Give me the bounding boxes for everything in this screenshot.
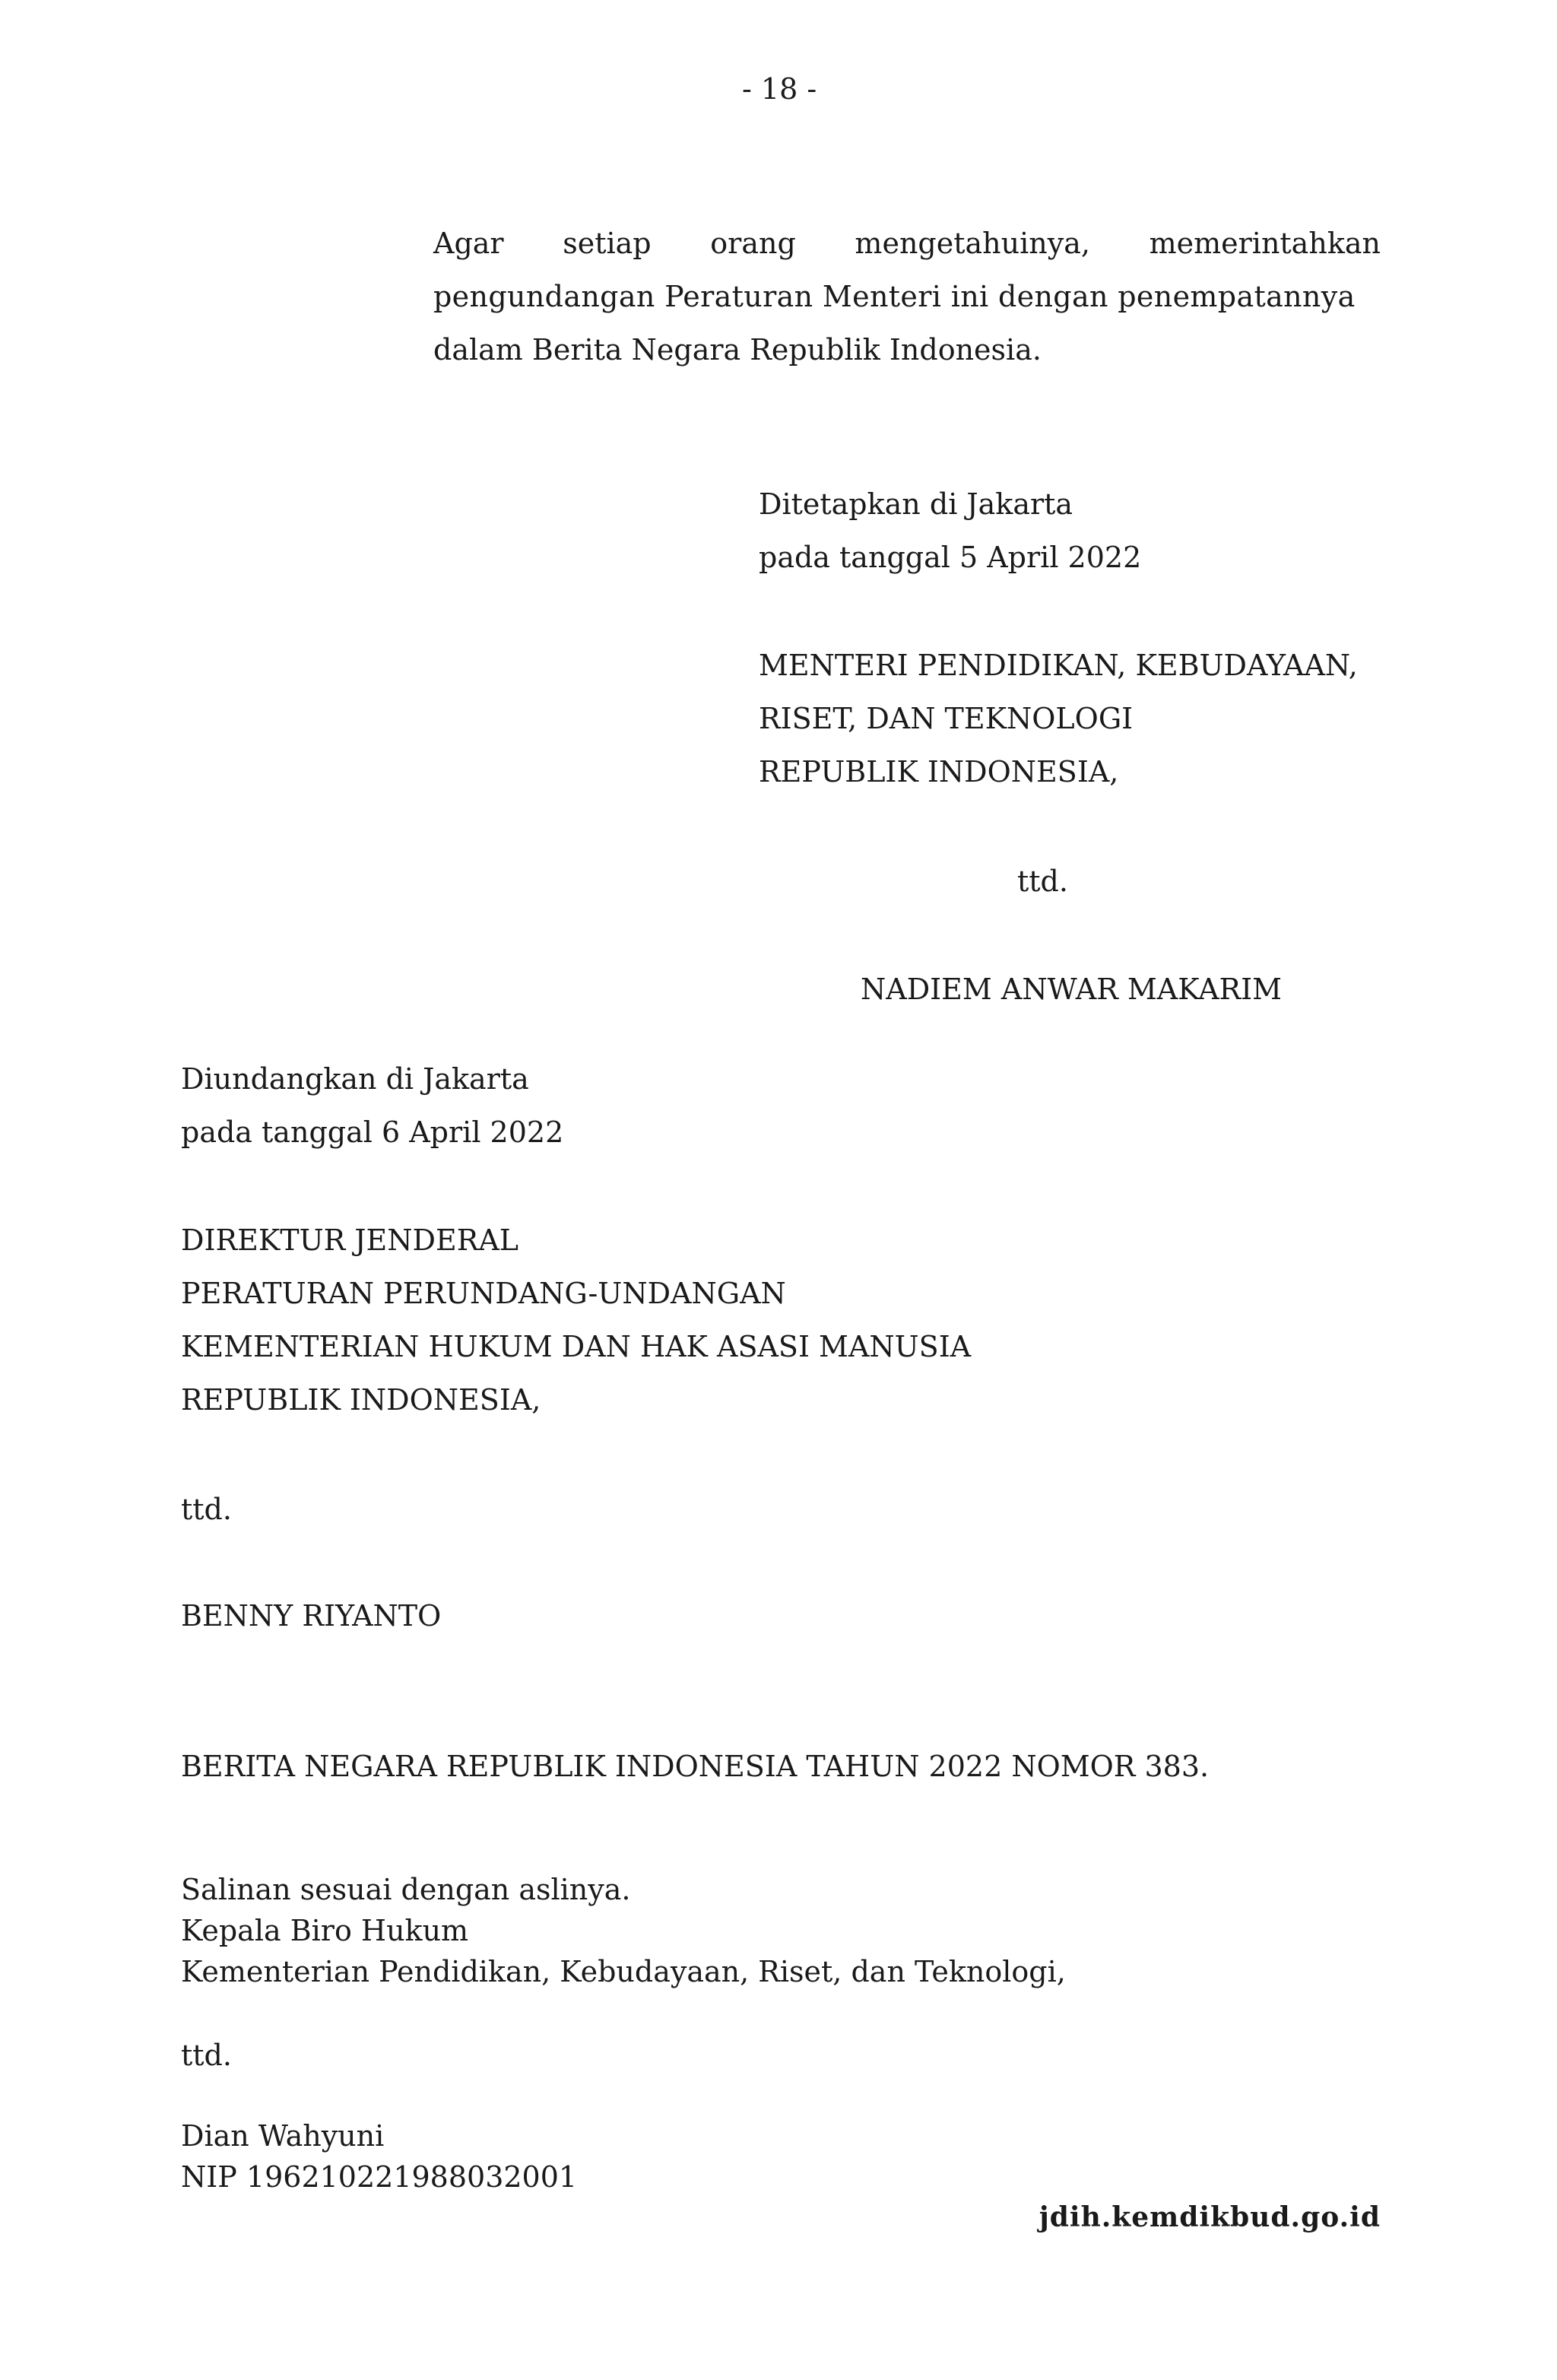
- paragraph-word: setiap: [563, 227, 652, 260]
- paragraph-line-3: dalam Berita Negara Republik Indonesia.: [433, 333, 1042, 367]
- paragraph-line-1: [433, 217, 1381, 270]
- promulgation-place: Diundangkan di Jakarta: [181, 1062, 529, 1096]
- paragraph-word: mengetahuinya,: [855, 227, 1090, 260]
- enactment-date: pada tanggal 5 April 2022: [759, 541, 1142, 574]
- director-signed-mark: ttd.: [181, 1493, 232, 1526]
- director-title-line-2: PERATURAN PERUNDANG-UNDANGAN: [181, 1277, 786, 1310]
- paragraph-line-2: pengundangan Peraturan Menteri ini dengan penempatannya: [433, 280, 1356, 313]
- director-title-line-1: DIREKTUR JENDERAL: [181, 1223, 518, 1257]
- paragraph-word: memerintahkan: [1149, 227, 1381, 260]
- minister-signed-mark: ttd.: [1017, 865, 1068, 898]
- promulgation-date: pada tanggal 6 April 2022: [181, 1115, 564, 1149]
- minister-title-line-1: MENTERI PENDIDIKAN, KEBUDAYAAN,: [759, 649, 1358, 682]
- minister-title-line-3: REPUBLIK INDONESIA,: [759, 755, 1119, 789]
- promulgation-paragraph: [433, 217, 1381, 376]
- page-number: - 18 -: [742, 72, 817, 106]
- paragraph-word: orang: [710, 227, 796, 260]
- minister-signatory: NADIEM ANWAR MAKARIM: [861, 973, 1283, 1006]
- certified-copy-statement: Salinan sesuai dengan aslinya.: [181, 1873, 631, 1906]
- director-title-line-4: REPUBLIK INDONESIA,: [181, 1383, 541, 1417]
- director-title-line-3: KEMENTERIAN HUKUM DAN HAK ASASI MANUSIA: [181, 1330, 972, 1363]
- minister-title-line-2: RISET, DAN TEKNOLOGI: [759, 702, 1134, 735]
- certifier-institution: Kementerian Pendidikan, Kebudayaan, Riset, dan Teknologi,: [181, 1955, 1066, 1988]
- footer-url: jdih.kemdikbud.go.id: [1039, 2201, 1381, 2233]
- certifier-signed-mark: ttd.: [181, 2039, 232, 2072]
- director-signatory: BENNY RIYANTO: [181, 1599, 442, 1633]
- certifier-nip: NIP 196210221988032001: [181, 2160, 578, 2194]
- paragraph-word: Agar: [433, 227, 504, 260]
- enactment-place: Ditetapkan di Jakarta: [759, 487, 1073, 521]
- certifier-position: Kepala Biro Hukum: [181, 1914, 469, 1947]
- certifier-name: Dian Wahyuni: [181, 2119, 385, 2153]
- gazette-reference: BERITA NEGARA REPUBLIK INDONESIA TAHUN 2022 NOMOR 383.: [181, 1750, 1210, 1783]
